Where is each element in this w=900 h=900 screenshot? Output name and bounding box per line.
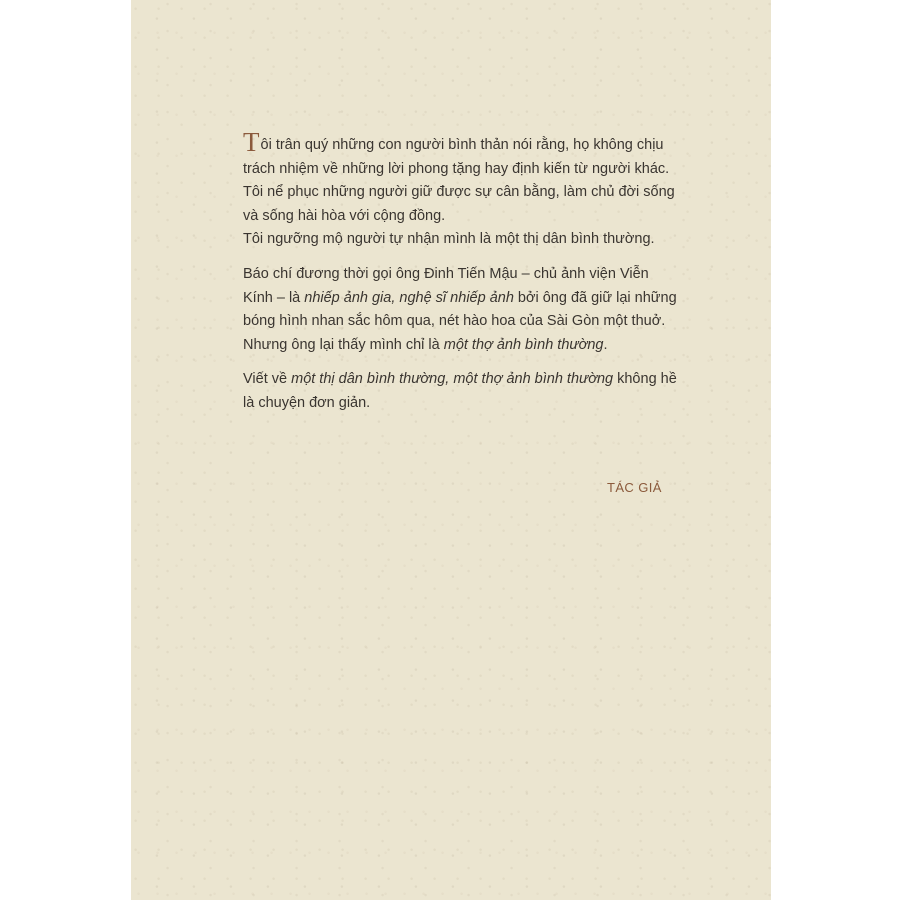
paragraph-2: Tôi nể phục những người giữ được sự cân bằng, làm chủ đời sống và sống hài hòa với cộng đồng. [243, 184, 675, 224]
paragraph-5-text-c: không hề là chuyện đơn giản. [243, 371, 677, 411]
paragraph-4-text-a: Báo chí đương thời gọi ông Đinh Tiến Mậu – chủ ảnh viện Viễn Kính – là [243, 265, 649, 306]
spacer [243, 357, 677, 368]
book-page [131, 0, 771, 900]
paragraph-5-italic-b: một thị dân bình thường, một thợ ảnh bình thường [291, 371, 614, 388]
author-signature: TÁC GIẢ [607, 480, 662, 495]
paragraph-4 [243, 263, 677, 357]
paragraph-1-text: ôi trân quý những con người bình thản nói rằng, họ không chịu trách nhiệm về những lời phong tặng hay định kiến từ người khác. [243, 137, 670, 177]
paragraph-5 [243, 368, 677, 415]
spacer [243, 252, 677, 263]
paragraph-4-text-c: bởi ông đã giữ lại những bóng hình nhan sắc hôm qua, nét hào hoa của Sài Gòn một thuở. Nhưng ông lại thấy mình chỉ là [243, 289, 677, 353]
paragraph-4-italic-d: một thợ ảnh bình thường [443, 336, 604, 353]
paragraph-4-italic-b: nhiếp ảnh gia, nghệ sĩ nhiếp ảnh [304, 289, 514, 306]
paragraph-5-text-a: Viết về [243, 371, 292, 388]
preface-text [243, 127, 677, 416]
paragraph-3: Tôi ngưỡng mộ người tự nhận mình là một thị dân bình thường. [243, 231, 655, 248]
paragraph-4-text-e: . [603, 336, 608, 353]
drop-cap: T [243, 127, 260, 157]
paragraph-1 [243, 127, 677, 181]
